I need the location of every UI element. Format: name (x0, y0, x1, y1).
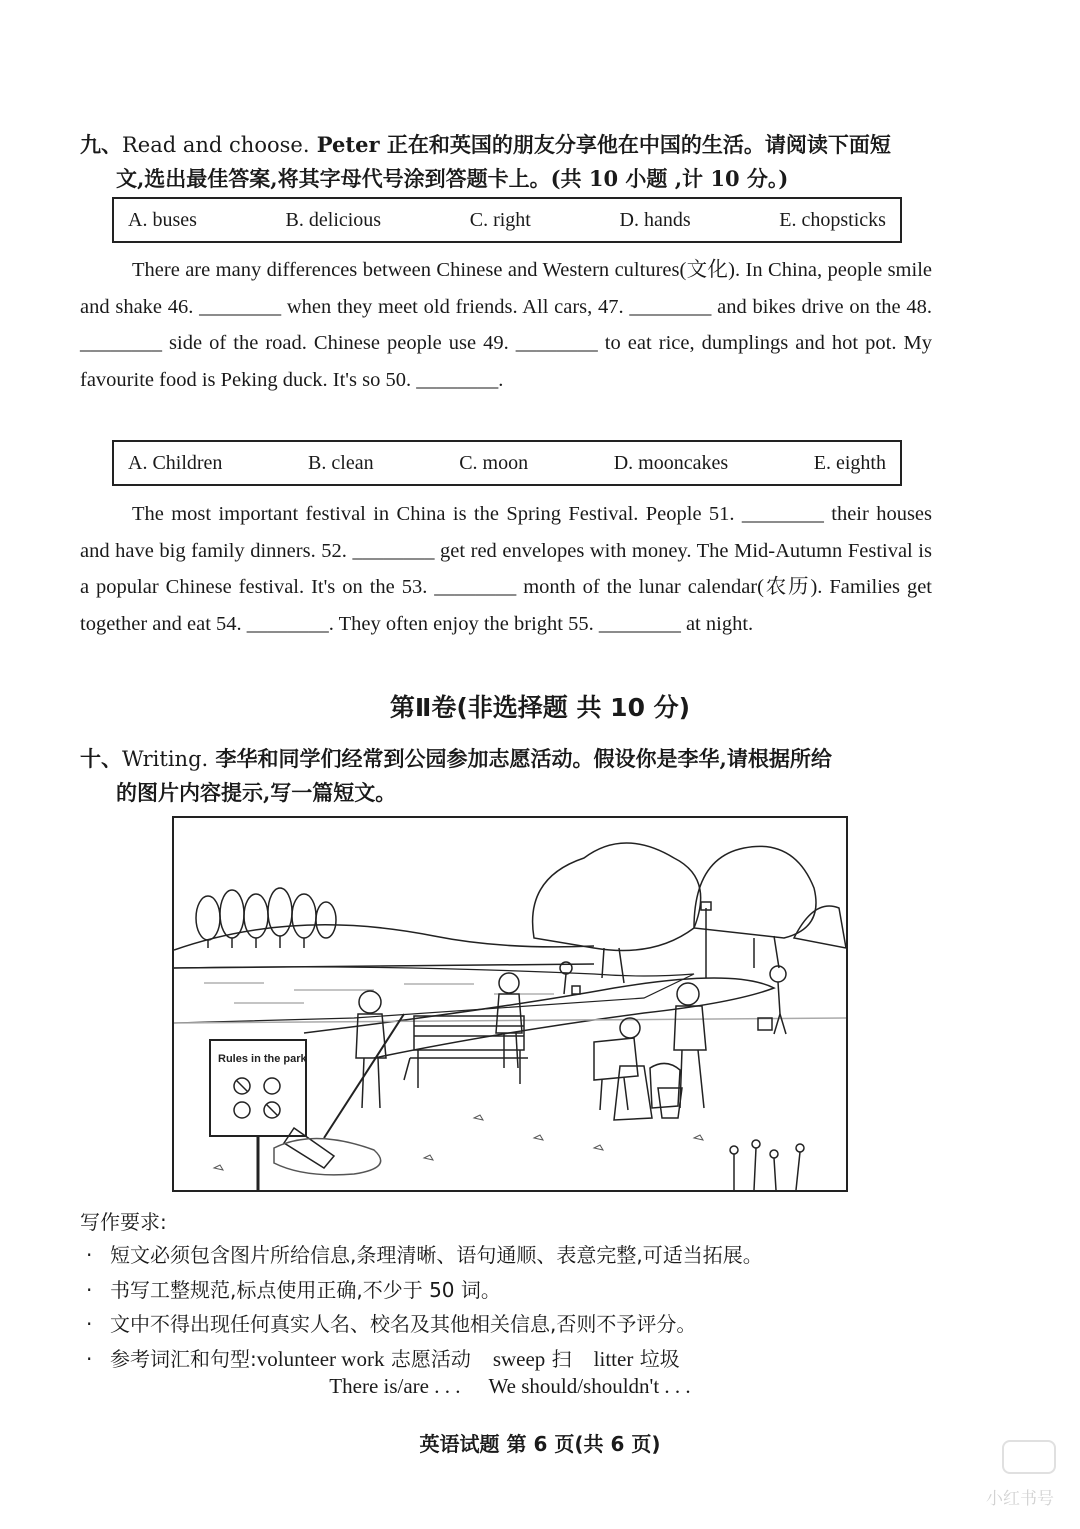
child-with-bag (594, 1018, 652, 1120)
part-2-title: 第Ⅱ卷(非选择题 共 10 分) (389, 693, 691, 722)
option-a: A. Children (128, 451, 223, 474)
sign-text: Rules in the park (218, 1053, 307, 1065)
word-box-2 (112, 440, 902, 486)
section-10-instruction-1: 李华和同学们经常到公园参加志愿活动。假设你是李华,请根据所给 (208, 746, 832, 771)
section-10-number: 十、 (80, 746, 122, 771)
vocab-prefix: 参考词汇和句型: (110, 1346, 257, 1371)
flowers (730, 1140, 804, 1190)
passage-1: There are many differences between Chinese and Western cultures(文化). In China, people smile and shake 46. ________ when they meet old friends. All cars, 47. ________ and bikes drive on the 48. ________ side of the road. Chinese people use 49. ________ to eat rice, dumplings and hot pot. My favourite food is Peking duck. It's so 50. ________. (80, 259, 932, 391)
pattern-1: There is/are . . . (329, 1374, 461, 1398)
far-volunteer (560, 962, 580, 994)
option-e: E. eighth (813, 451, 886, 474)
park-bench (404, 1016, 528, 1088)
section-9-english: Read and choose. (122, 133, 310, 157)
right-volunteer (758, 966, 786, 1034)
section-10-english: Writing. (122, 747, 209, 771)
option-b: B. delicious (285, 208, 382, 231)
requirement-vocab: · 参考词汇和句型:volunteer work 志愿活动 sweep 扫 litter 垃圾 (86, 1346, 680, 1371)
pattern-2: We should/shouldn't . . . (488, 1374, 691, 1398)
requirement-item: · 文中不得出现任何真实人名、校名及其他相关信息,否则不予评分。 (86, 1312, 697, 1336)
option-a: A. buses (128, 208, 197, 231)
requirement-item: · 短文必须包含图片所给信息,条理清晰、语句通顺、表意完整,可适当拓展。 (86, 1243, 763, 1267)
requirement-item: · 书写工整规范,标点使用正确,不少于 50 词。 (86, 1277, 501, 1302)
vocab-zh: 志愿活动 (390, 1346, 471, 1371)
requirements-title: 写作要求: (80, 1210, 167, 1234)
option-d: D. hands (619, 208, 691, 231)
requirements-list (80, 1238, 960, 1376)
passage-2: The most important festival in China is the Spring Festival. People 51. ________ their houses and have big family dinners. 52. ________ get red envelopes with money. The Mid-Autumn Festival is a popular Chinese festival. It's on the 53. ________ month of the lunar calendar(农历). Families get together and eat 54. ________. They often enjoy the bright 55. ________ at night. (80, 503, 932, 635)
page-footer: 英语试题 第 6 页(共 6 页) (419, 1432, 661, 1456)
sentence-patterns (0, 1374, 1020, 1399)
large-trees (533, 843, 846, 983)
section-10-heading (80, 742, 940, 810)
word-box-1 (112, 197, 902, 243)
option-d: D. mooncakes (613, 451, 729, 474)
section-9-number: 九、 (80, 132, 122, 157)
vocab-en: volunteer work (256, 1346, 385, 1371)
option-c: C. right (469, 208, 531, 231)
distant-trees (196, 888, 336, 948)
watermark-text: 小红书号 (986, 1489, 1054, 1509)
vocab-en: sweep (492, 1346, 546, 1371)
section-9-instruction-2: 文,选出最佳答案,将其字母代号涂到答题卡上。(共 10 小题 ,计 10 分。) (116, 166, 789, 191)
option-b: B. clean (308, 451, 374, 474)
option-c: C. moon (459, 451, 529, 474)
section-9-heading (80, 128, 940, 196)
watermark-logo (1002, 1440, 1056, 1474)
section-9-instruction-1: Peter 正在和英国的朋友分享他在中国的生活。请阅读下面短 (309, 132, 891, 157)
vocab-en: litter (593, 1346, 634, 1371)
section-10-instruction-2: 的图片内容提示,写一篇短文。 (116, 780, 397, 805)
park-illustration (172, 816, 848, 1192)
vocab-zh: 扫 (551, 1346, 572, 1371)
option-e: E. chopsticks (779, 208, 886, 231)
lamp-post (701, 902, 711, 978)
vocab-zh: 垃圾 (639, 1346, 680, 1371)
